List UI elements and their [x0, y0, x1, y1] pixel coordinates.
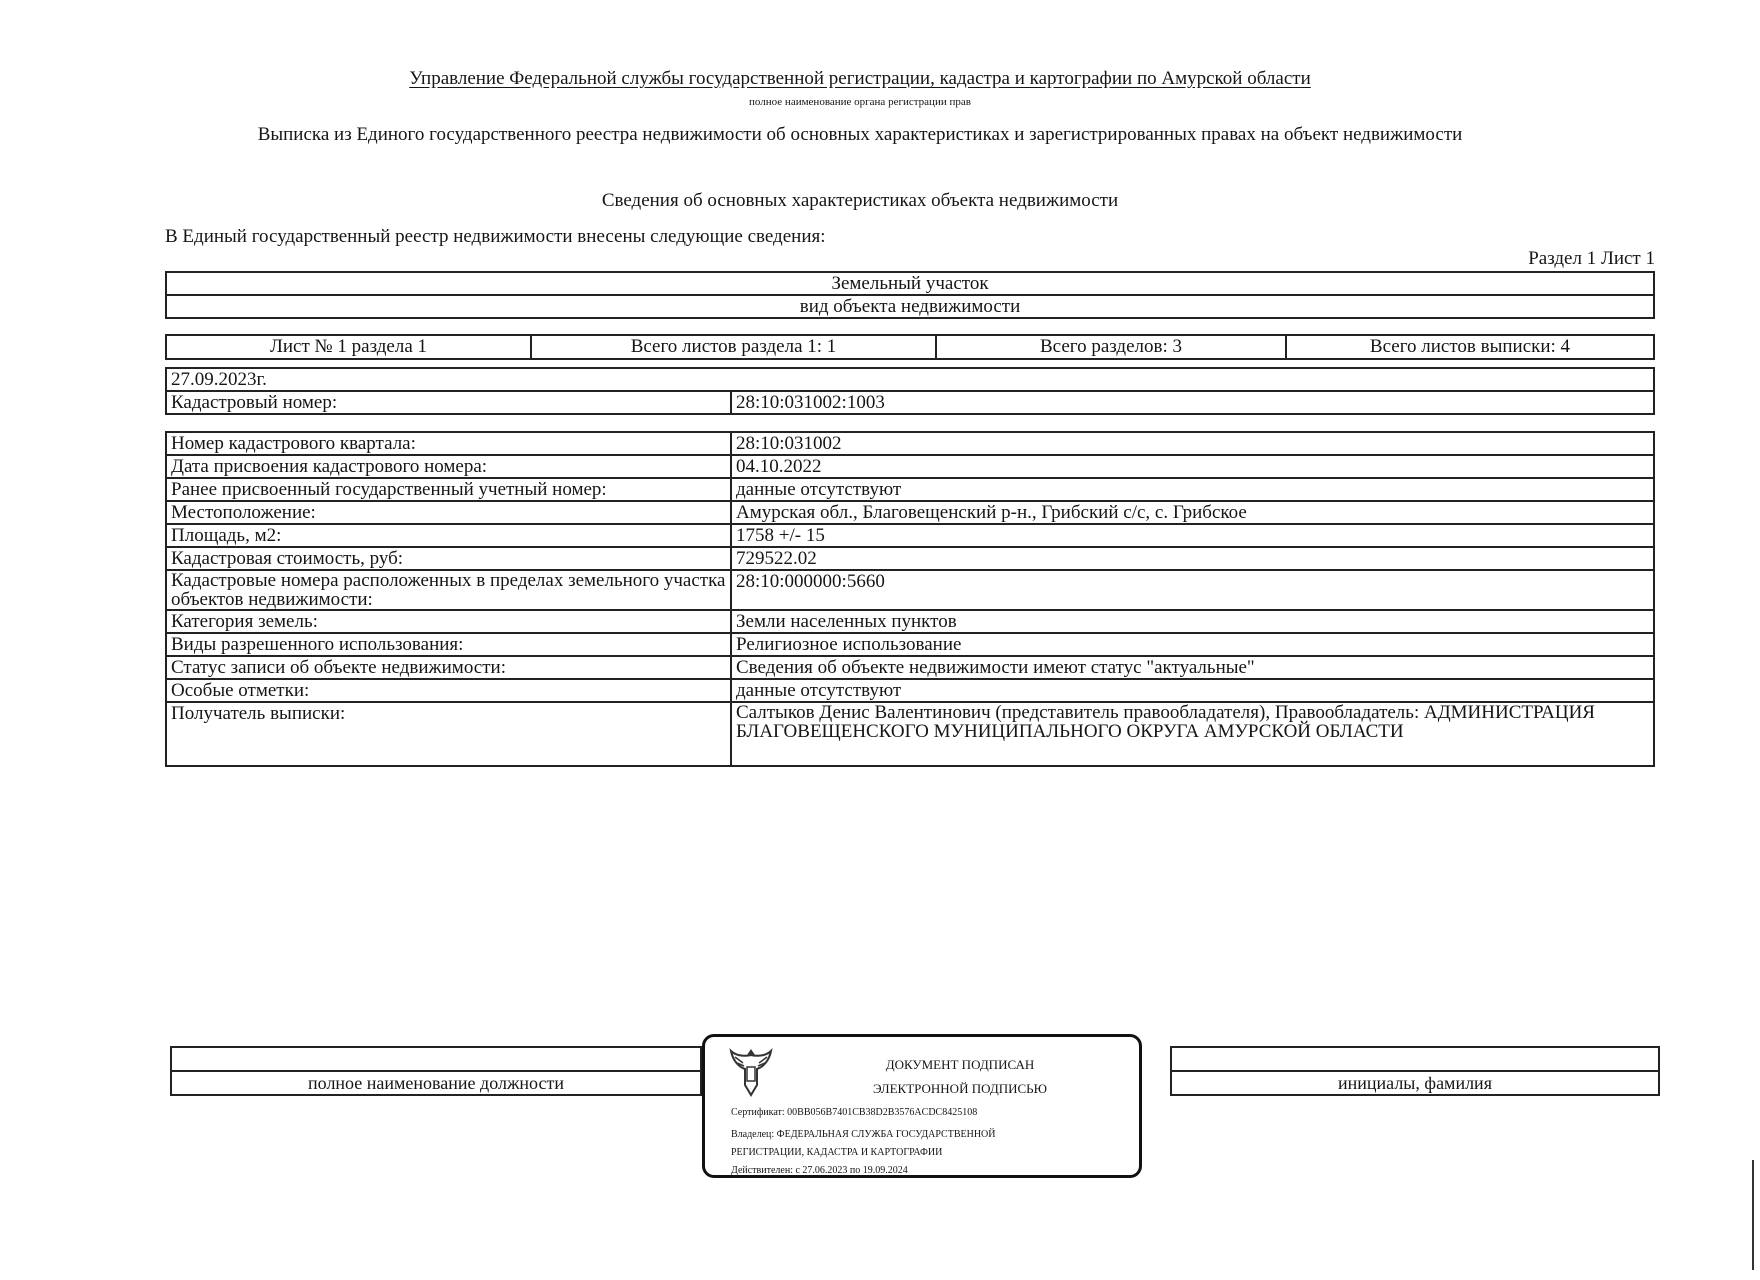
row-label: Особые отметки: — [166, 679, 731, 702]
row-value: данные отсутствуют — [731, 679, 1654, 702]
table-row — [166, 570, 1654, 610]
row-label: Получатель выписки: — [166, 702, 731, 766]
table-row — [166, 432, 1654, 455]
table-row — [166, 656, 1654, 679]
section-title: Сведения об основных характеристиках объекта недвижимости — [601, 190, 1119, 211]
sheets-info-table — [165, 334, 1655, 360]
table-row — [166, 610, 1654, 633]
table-row — [166, 478, 1654, 501]
row-label: Номер кадастрового квартала: — [166, 432, 731, 455]
row-value: 28:10:000000:5660 — [731, 570, 1654, 610]
row-value: Религиозное использование — [731, 633, 1654, 656]
position-caption: полное наименование должности — [171, 1071, 701, 1095]
row-value: 04.10.2022 — [731, 455, 1654, 478]
row-value: Салтыков Денис Валентинович (представитель правообладателя), Правообладатель: АДМИНИСТРАЦИЯ БЛАГОВЕЩЕНСКОГО МУНИЦИПАЛЬНОГО ОКРУГА АМУРСКОЙ ОБЛАСТИ — [731, 702, 1654, 766]
sheet-number: Лист № 1 раздела 1 — [166, 335, 531, 359]
row-label: Кадастровые номера расположенных в пределах земельного участка объектов недвижимости: — [166, 570, 731, 610]
row-label: Статус записи об объекте недвижимости: — [166, 656, 731, 679]
table-row — [166, 633, 1654, 656]
table-row — [166, 702, 1654, 766]
row-label: Ранее присвоенный государственный учетный номер: — [166, 478, 731, 501]
row-value: 1758 +/- 15 — [731, 524, 1654, 547]
stamp-signed-line: ДОКУМЕНТ ПОДПИСАН — [885, 1057, 1035, 1072]
table-row — [166, 455, 1654, 478]
table-row — [166, 501, 1654, 524]
total-section-sheets: Всего листов раздела 1: 1 — [531, 335, 936, 359]
cadastral-number-label: Кадастровый номер: — [166, 391, 731, 414]
row-value: Сведения об объекте недвижимости имеют статус "актуальные" — [731, 656, 1654, 679]
table-row — [166, 679, 1654, 702]
scan-edge-line — [1752, 1160, 1754, 1270]
stamp-certificate: Сертификат: 00BB056B7401CB38D2B3576ACDC8425108 — [731, 1107, 978, 1118]
eagle-emblem-icon — [729, 1045, 773, 1101]
row-label: Кадастровая стоимость, руб: — [166, 547, 731, 570]
registration-authority-name: Управление Федеральной службы государственной регистрации, кадастра и картографии по Амурской области — [409, 68, 1311, 89]
total-sheets: Всего листов выписки: 4 — [1286, 335, 1654, 359]
row-value: Амурская обл., Благовещенский р-н., Грибский с/с, с. Грибское — [731, 501, 1654, 524]
row-label: Местоположение: — [166, 501, 731, 524]
registration-authority-caption: полное наименование органа регистрации прав — [749, 96, 971, 108]
table-row — [166, 547, 1654, 570]
object-type-caption: вид объекта недвижимости — [166, 295, 1654, 318]
object-type-table — [165, 271, 1655, 319]
name-caption: инициалы, фамилия — [1171, 1071, 1659, 1095]
row-label: Виды разрешенного использования: — [166, 633, 731, 656]
stamp-electronic-line: ЭЛЕКТРОННОЙ ПОДПИСЬЮ — [873, 1081, 1047, 1096]
section-sheet-label: Раздел 1 Лист 1 — [1528, 248, 1655, 269]
document-title: Выписка из Единого государственного реестра недвижимости об основных характеристиках и зарегистрированных правах на объект недвижимости — [257, 124, 1463, 145]
total-sections: Всего разделов: 3 — [936, 335, 1286, 359]
object-type: Земельный участок — [166, 272, 1654, 295]
stamp-owner-line2: РЕГИСТРАЦИИ, КАДАСТРА И КАРТОГРАФИИ — [731, 1147, 943, 1158]
electronic-signature-stamp — [702, 1034, 1142, 1178]
cadastral-number-value: 28:10:031002:1003 — [731, 391, 1654, 414]
characteristics-table — [165, 431, 1655, 767]
row-label: Площадь, м2: — [166, 524, 731, 547]
extract-date: 27.09.2023г. — [166, 368, 1654, 391]
row-label: Дата присвоения кадастрового номера: — [166, 455, 731, 478]
row-value: 28:10:031002 — [731, 432, 1654, 455]
row-value: 729522.02 — [731, 547, 1654, 570]
row-label: Категория земель: — [166, 610, 731, 633]
stamp-validity: Действителен: с 27.06.2023 по 19.09.2024 — [731, 1165, 908, 1176]
row-value: Земли населенных пунктов — [731, 610, 1654, 633]
date-cadastral-table — [165, 367, 1655, 415]
intro-text: В Единый государственный реестр недвижимости внесены следующие сведения: — [165, 226, 826, 247]
row-value: данные отсутствуют — [731, 478, 1654, 501]
table-row — [166, 524, 1654, 547]
stamp-owner-line1: Владелец: ФЕДЕРАЛЬНАЯ СЛУЖБА ГОСУДАРСТВЕННОЙ — [731, 1129, 996, 1140]
